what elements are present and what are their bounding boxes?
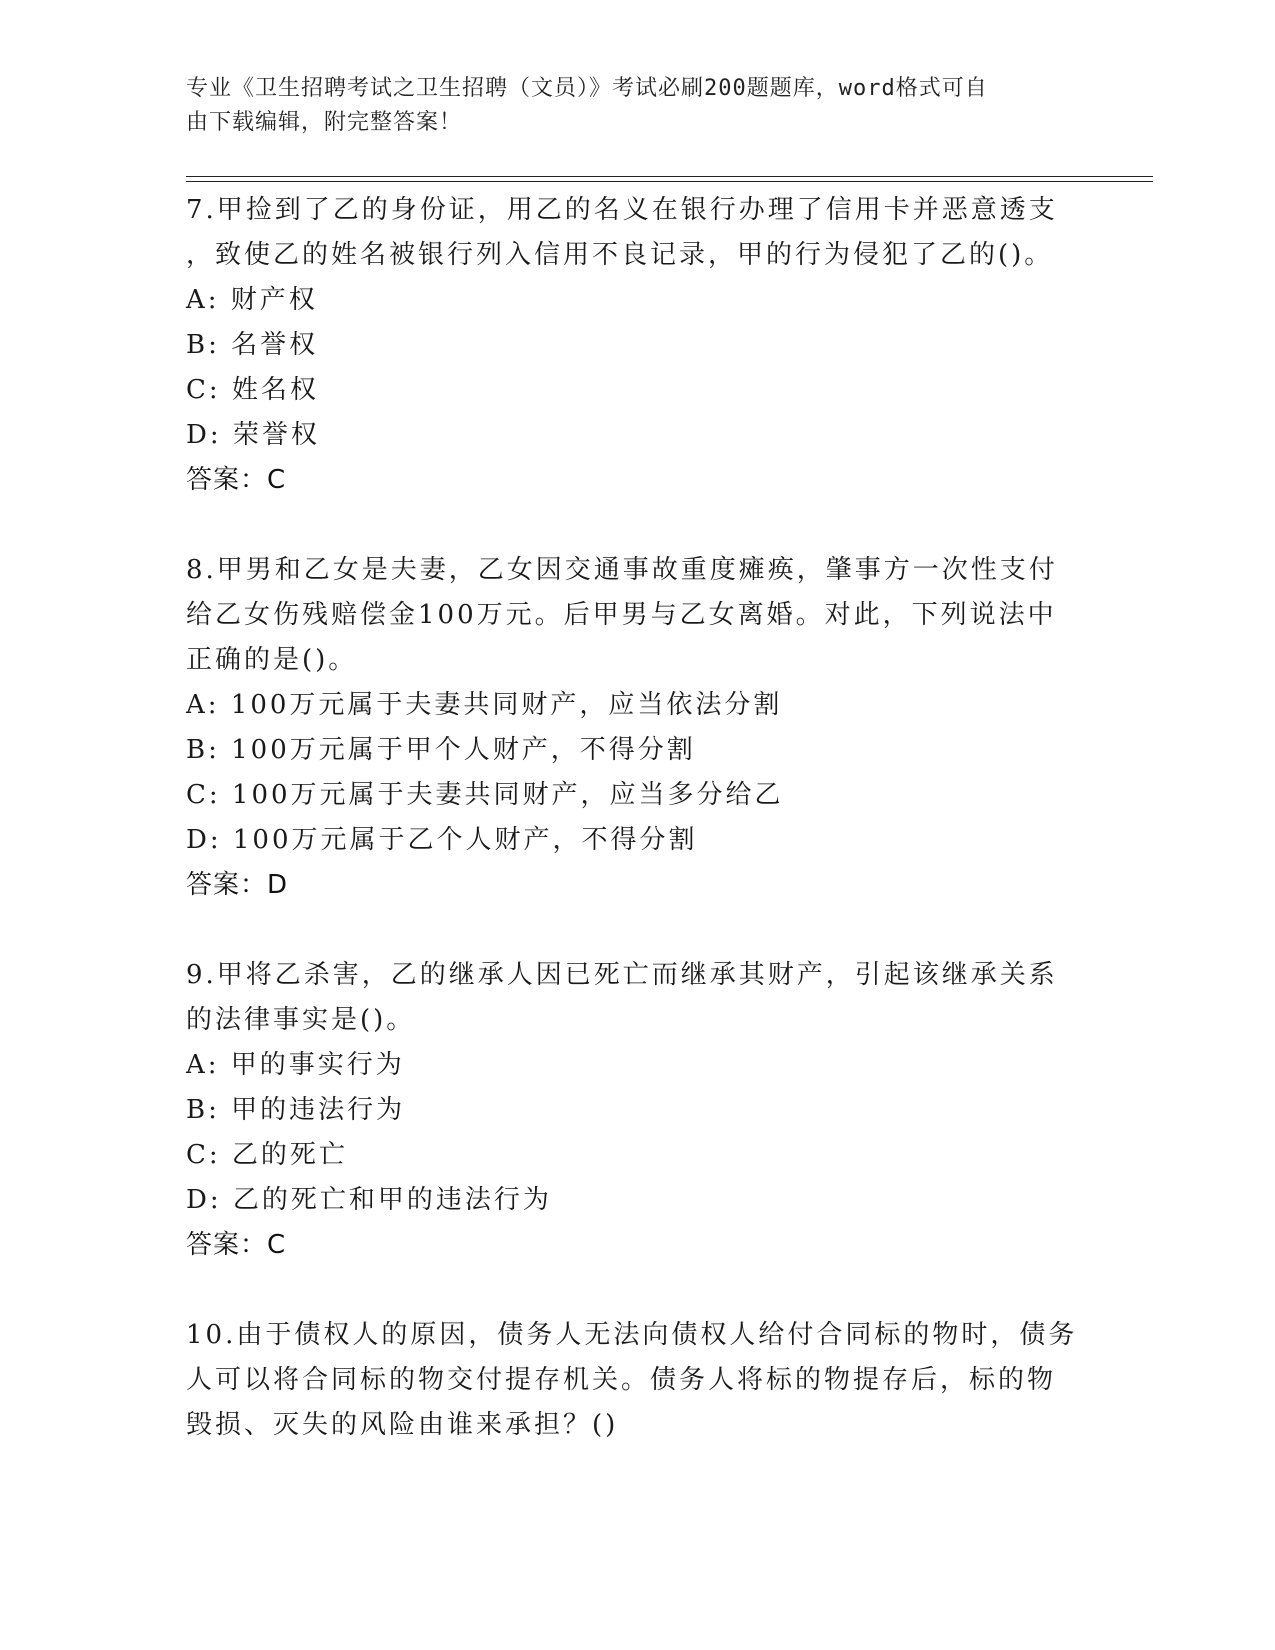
question-10 <box>186 1313 1086 1448</box>
option-c: C: 姓名权 <box>186 375 319 405</box>
question-text-line: ，致使乙的姓名被银行列入信用不良记录，甲的行为侵犯了乙的()。 <box>186 240 1054 270</box>
question-text-line: 7.甲捡到了乙的身份证，用乙的名义在银行办理了信用卡并恶意透支 <box>186 195 1058 225</box>
question-text-line: 的法律事实是()。 <box>186 1005 416 1035</box>
option-d: D: 乙的死亡和甲的违法行为 <box>186 1185 552 1215</box>
answer-label: 答案：C <box>186 465 287 495</box>
option-a: A: 甲的事实行为 <box>186 1050 405 1080</box>
option-b: B: 100万元属于甲个人财产，不得分割 <box>186 735 696 765</box>
option-c: C: 乙的死亡 <box>186 1140 348 1170</box>
question-8 <box>186 548 1086 908</box>
option-b: B: 甲的违法行为 <box>186 1095 406 1125</box>
header-divider-bottom <box>186 181 1153 182</box>
header-line-1: 专业《卫生招聘考试之卫生招聘（文员）》考试必刷200题题库，word格式可自 <box>186 76 988 101</box>
option-d: D: 荣誉权 <box>186 420 320 450</box>
option-a: A: 100万元属于夫妻共同财产，应当依法分割 <box>186 690 783 720</box>
document-header <box>186 72 1066 140</box>
header-divider-top <box>186 176 1153 177</box>
question-text-line: 10.由于债权人的原因，债务人无法向债权人给付合同标的物时，债务 <box>186 1320 1078 1350</box>
question-7 <box>186 188 1086 503</box>
question-text-line: 正确的是()。 <box>186 645 358 675</box>
question-text-line: 毁损、灭失的风险由谁来承担？() <box>186 1410 619 1440</box>
question-text-line: 人可以将合同标的物交付提存机关。债务人将标的物提存后，标的物 <box>186 1365 1057 1395</box>
answer-label: 答案：D <box>186 870 289 900</box>
question-text-line: 8.甲男和乙女是夫妻，乙女因交通事故重度瘫痪，肇事方一次性支付 <box>186 555 1058 585</box>
answer-label: 答案：C <box>186 1230 287 1260</box>
question-text-line: 9.甲将乙杀害，乙的继承人因已死亡而继承其财产，引起该继承关系 <box>186 960 1058 990</box>
option-a: A: 财产权 <box>186 285 318 315</box>
option-c: C: 100万元属于夫妻共同财产，应当多分给乙 <box>186 780 784 810</box>
option-b: B: 名誉权 <box>186 330 319 360</box>
question-text-line: 给乙女伤残赔偿金100万元。后甲男与乙女离婚。对此，下列说法中 <box>186 600 1057 630</box>
header-line-2: 由下载编辑，附完整答案！ <box>186 110 463 135</box>
question-list <box>186 188 1086 1493</box>
question-9 <box>186 953 1086 1268</box>
option-d: D: 100万元属于乙个人财产，不得分割 <box>186 825 698 855</box>
